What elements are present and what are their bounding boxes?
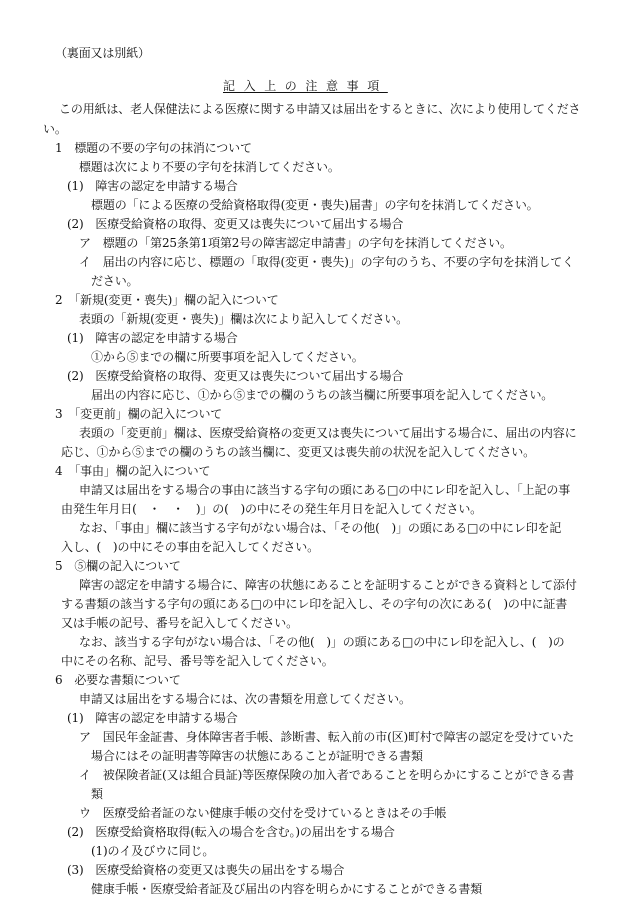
section-heading-2: 2 「新規(変更・喪失)」欄の記入について bbox=[55, 293, 279, 307]
item-line: ア 国民年金証書、身体障害者手帳、診断書、転入前の市(区)町村で障害の認定を受けていた bbox=[79, 730, 574, 744]
subsection-heading: (1) 障害の認定を申請する場合 bbox=[67, 711, 238, 725]
subsection-heading: (3) 医療受給資格の変更又は喪失の届出をする場合 bbox=[67, 863, 345, 877]
section-heading-6: 6 必要な書類について bbox=[55, 673, 181, 687]
body-line: 標題の「による医療の受給資格取得(変更・喪失)届書」の字句を抹消してください。 bbox=[91, 198, 539, 212]
section-heading-1: 1 標題の不要の字句の抹消について bbox=[55, 141, 252, 155]
item-line: 類 bbox=[91, 787, 103, 801]
body-line: 由発生年月日( ・ ・ )」の( )の中にその発生年月日を記入してください。 bbox=[61, 502, 483, 516]
body-line: 又は手帳の記号、番号を記入してください。 bbox=[61, 616, 299, 630]
item-line: イ 届出の内容に応じ、標題の「取得(変更・喪失)」の字句のうち、不要の字句を抹消してく bbox=[79, 255, 574, 269]
header-note: （裏面又は別紙） bbox=[55, 46, 150, 60]
item-line: イ 被保険者証(又は組合員証)等医療保険の加入者であることを明らかにすることができる書 bbox=[79, 768, 574, 782]
item-line: ア 標題の「第25条第1項第2号の障害認定申請書」の字句を抹消してください。 bbox=[79, 236, 512, 250]
body-line: なお、該当する字句がない場合は、「その他( )」の頭にある□の中にレ印を記入し、( )の bbox=[79, 635, 565, 649]
intro-line: この用紙は、老人保健法による医療に関する申請又は届出をするときに、次により使用してくださ bbox=[59, 102, 581, 116]
section-heading-5: 5 ⑤欄の記入について bbox=[55, 559, 181, 573]
item-line: ウ 医療受給者証のない健康手帳の交付を受けているときはその手帳 bbox=[79, 806, 447, 820]
subsection-heading: (2) 医療受給資格の取得、変更又は喪失について届出する場合 bbox=[67, 369, 404, 383]
body-line: なお、「事由」欄に該当する字句がない場合は、「その他( )」の頭にある□の中にレ印を記 bbox=[79, 521, 562, 535]
page-title: 記入上の注意事項 bbox=[223, 79, 388, 93]
body-line: 届出の内容に応じ、①から⑤までの欄のうちの該当欄に所要事項を記入してください。 bbox=[91, 388, 554, 402]
section-heading-4: 4 「事由」欄の記入について bbox=[55, 464, 211, 478]
body-line: 申請又は届出をする場合には、次の書類を用意してください。 bbox=[79, 692, 411, 706]
body-line: ①から⑤までの欄に所要事項を記入してください。 bbox=[91, 350, 364, 364]
body-line: 健康手帳・医療受給者証及び届出の内容を明らかにすることができる書類 bbox=[91, 882, 483, 896]
body-line: 障害の認定を申請する場合に、障害の状態にあることを証明することができる資料として添付 bbox=[79, 578, 577, 592]
body-line: (1)のイ及びウに同じ。 bbox=[91, 844, 215, 858]
subsection-heading: (2) 医療受給資格取得(転入の場合を含む。)の届出をする場合 bbox=[67, 825, 395, 839]
section-heading-3: 3 「変更前」欄の記入について bbox=[55, 407, 223, 421]
body-line: 入し、( )の中にその事由を記入してください。 bbox=[61, 540, 319, 554]
subsection-heading: (2) 医療受給資格の取得、変更又は喪失について届出する場合 bbox=[67, 217, 404, 231]
body-line: 申請又は届出をする場合の事由に該当する字句の頭にある□の中にレ印を記入し、「上記の事 bbox=[79, 483, 571, 497]
subsection-heading: (1) 障害の認定を申請する場合 bbox=[67, 179, 238, 193]
body-line: する書類の該当する字句の頭にある□の中にレ印を記入し、その字句の次にある( )の中に証書 bbox=[61, 597, 568, 611]
body-line: 表頭の「変更前」欄は、医療受給資格の変更又は喪失について届出する場合に、届出の内容に bbox=[79, 426, 577, 440]
intro-line: い。 bbox=[43, 122, 67, 136]
item-line: 場合にはその証明書等障害の状態にあることが証明できる書類 bbox=[91, 749, 423, 763]
body-line: 中にその名称、記号、番号等を記入してください。 bbox=[61, 654, 334, 668]
body-line: 応じ、①から⑤までの欄のうちの該当欄に、変更又は喪失前の状況を記入してください。 bbox=[61, 445, 536, 459]
subsection-heading: (1) 障害の認定を申請する場合 bbox=[67, 331, 238, 345]
body-line: 標題は次により不要の字句を抹消してください。 bbox=[79, 160, 340, 174]
body-line: 表頭の「新規(変更・喪失)」欄は次により記入してください。 bbox=[79, 312, 409, 326]
item-line: ださい。 bbox=[91, 274, 139, 288]
